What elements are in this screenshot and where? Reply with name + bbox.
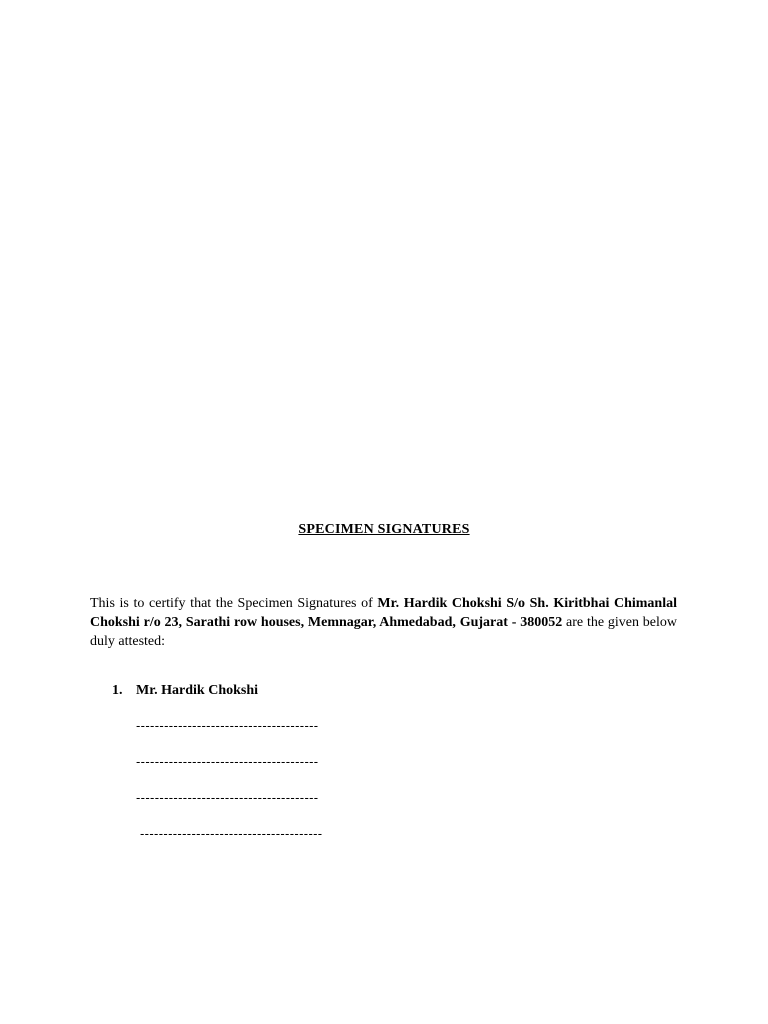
paragraph-subject: Mr. Hardik Chokshi S/o Sh. Kiritbhai Chimanlal Chokshi r/o 23, Sarathi row houses, Memnagar, Ahmedabad, Gujarat - 380052 [90,596,677,630]
paragraph-lead: This is to certify that the Specimen Signatures of [90,596,378,611]
signature-line-4: --------------------------------------- [140,826,323,841]
certification-paragraph [90,594,677,651]
signature-line-3: --------------------------------------- [136,790,319,805]
document-title: SPECIMEN SIGNATURES [298,522,470,537]
list-item [112,683,258,699]
signature-line-1: --------------------------------------- [136,718,319,733]
signature-line-2: --------------------------------------- [136,754,319,769]
list-item-name: Mr. Hardik Chokshi [136,683,259,698]
list-item-number: 1. [112,683,123,698]
paragraph-trail: are the given below duly attested: [90,615,677,649]
